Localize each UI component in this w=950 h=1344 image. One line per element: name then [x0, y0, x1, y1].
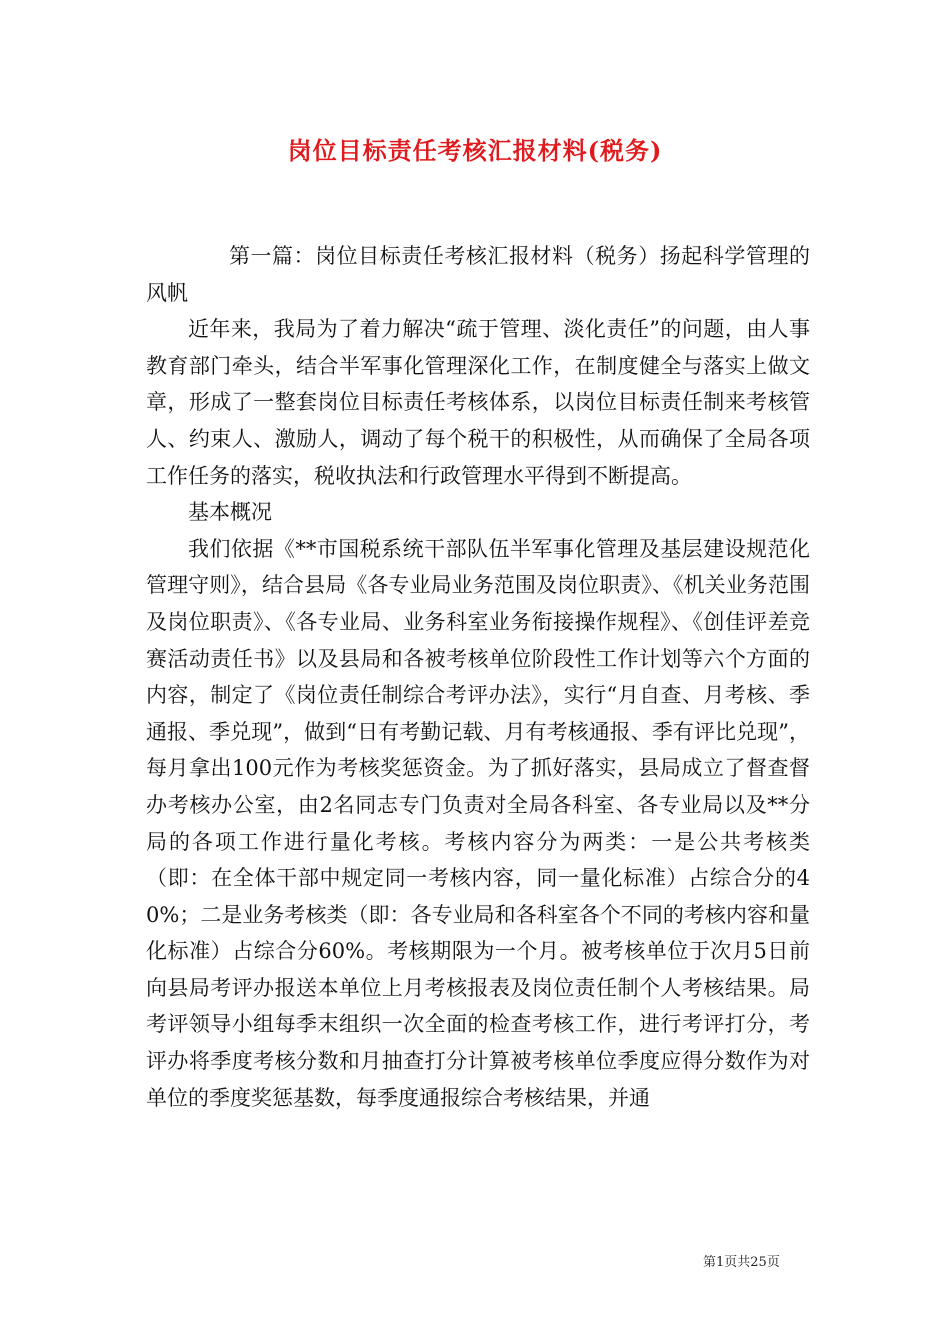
document-title: 岗位目标责任考核汇报材料(税务)	[287, 136, 663, 165]
page-number: 第1页共25页	[703, 1255, 780, 1270]
document-body	[146, 238, 810, 1116]
paragraph: 近年来，我局为了着力解决“疏于管理、淡化责任”的问题，由人事教育部门牵头，结合半军事化管理深化工作，在制度健全与落实上做文章，形成了一整套岗位目标责任考核体系，以岗位目标责任制来考核管人、约束人、激励人，调动了每个税干的积极性，从而确保了全局各项工作任务的落实，税收执法和行政管理水平得到不断提高。	[146, 317, 810, 488]
paragraph: 我们依据《**市国税系统干部队伍半军事化管理及基层建设规范化管理守则》，结合县局《各专业局业务范围及岗位职责》、《机关业务范围及岗位职责》、《各专业局、业务科室业务衔接操作规程》、《创佳评差竞赛活动责任书》以及县局和各被考核单位阶段性工作计划等六个方面的内容，制定了《岗位责任制综合考评办法》，实行“月自查、月考核、季通报、季兑现”，做到“日有考勤记载、月有考核通报、季有评比兑现”，每月拿出100元作为考核奖惩资金。为了抓好落实，县局成立了督查督办考核办公室，由2名同志专门负责对全局各科室、各专业局以及**分局的各项工作进行量化考核。考核内容分为两类：一是公共考核类（即：在全体干部中规定同一考核内容，同一量化标准）占综合分的40%；二是业务考核类（即：各专业局和各科室各个不同的考核内容和量化标准）占综合分60%。考核期限为一个月。被考核单位于次月5日前向县局考评办报送本单位上月考核报表及岗位责任制个人考核结果。局考评领导小组每季末组织一次全面的检查考核工作，进行考评打分，考评办将季度考核分数和月抽查打分计算被考核单位季度应得分数作为对单位的季度奖惩基数，每季度通报综合考核结果，并通	[146, 536, 810, 1110]
paragraph-heading: 第一篇：岗位目标责任考核汇报材料（税务）扬起科学管理的风帆	[146, 244, 810, 305]
section-heading-overview: 基本概况	[188, 500, 272, 525]
